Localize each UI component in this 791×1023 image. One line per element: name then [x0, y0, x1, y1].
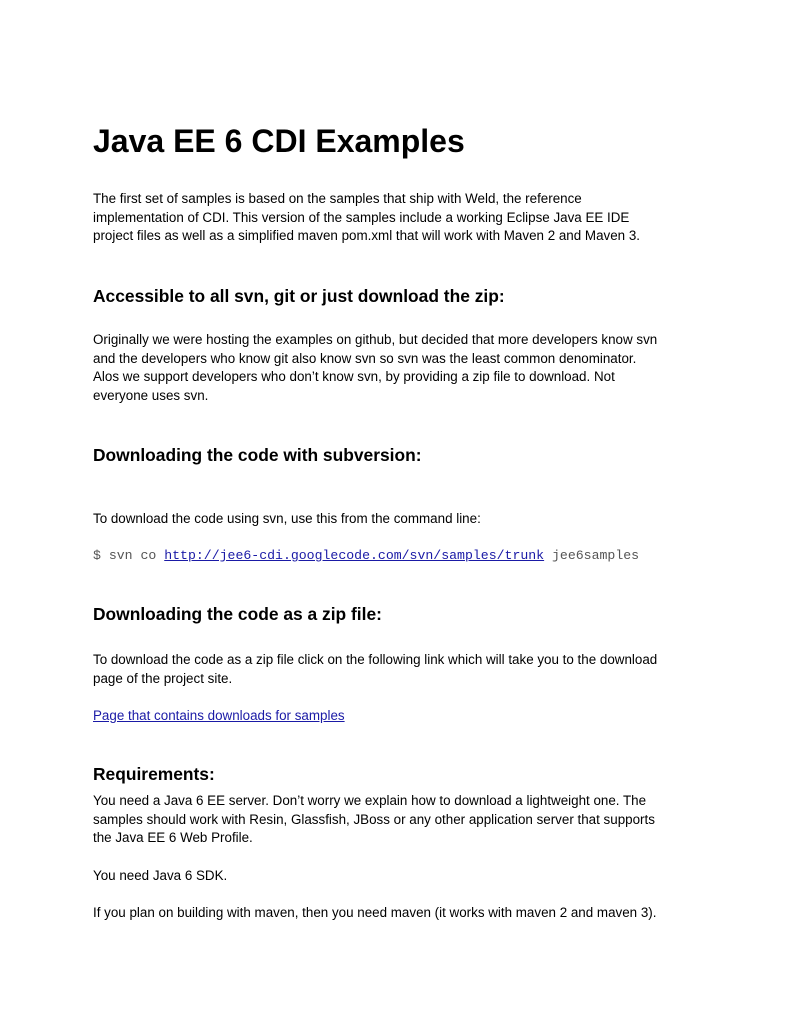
intro-line: implementation of CDI. This version of the samples include a working Eclipse Java EE IDE	[93, 209, 630, 225]
heading-requirements: Requirements:	[93, 764, 215, 784]
maven-requirement: If you plan on building with maven, then you need maven (it works with maven 2 and maven 3).	[93, 905, 657, 920]
requirements-line: samples should work with Resin, Glassfish, JBoss or any other application server that supports	[93, 811, 655, 827]
zip-paragraph	[93, 651, 703, 688]
access-line: everyone uses svn.	[93, 388, 209, 404]
zip-line: page of the project site.	[93, 670, 233, 686]
heading-accessible: Accessible to all svn, git or just download the zip:	[93, 286, 505, 306]
svn-repository-link[interactable]: http://jee6-cdi.googlecode.com/svn/samples/trunk	[164, 548, 545, 563]
intro-paragraph	[93, 190, 703, 246]
downloads-page-link[interactable]: Page that contains downloads for samples	[93, 708, 345, 723]
zip-line: To download the code as a zip file click on the following link which will take you to the download	[93, 652, 658, 667]
page-title: Java EE 6 CDI Examples	[93, 123, 465, 159]
heading-subversion: Downloading the code with subversion:	[93, 445, 422, 465]
svn-command-suffix: jee6samples	[544, 548, 640, 563]
requirements-line: the Java EE 6 Web Profile.	[93, 830, 253, 846]
access-line: Alos we support developers who don’t know svn, by providing a zip file to download. Not	[93, 369, 615, 385]
requirements-paragraph	[93, 792, 703, 848]
intro-line: The first set of samples is based on the samples that ship with Weld, the reference	[93, 191, 582, 206]
access-line: and the developers who know git also know svn so svn was the least common denominator.	[93, 350, 637, 366]
sdk-requirement: You need Java 6 SDK.	[93, 868, 228, 883]
intro-line: project files as well as a simplified maven pom.xml that will work with Maven 2 and Maven 3.	[93, 228, 641, 244]
access-line: Originally we were hosting the examples on github, but decided that more developers know svn	[93, 332, 658, 347]
requirements-line: You need a Java 6 EE server. Don’t worry we explain how to download a lightweight one. The	[93, 793, 647, 808]
svn-instruction: To download the code using svn, use this from the command line:	[93, 511, 481, 526]
heading-zip: Downloading the code as a zip file:	[93, 604, 382, 624]
access-paragraph	[93, 331, 703, 406]
svn-command	[93, 547, 639, 565]
svn-command-prefix: $ svn co	[93, 548, 165, 563]
